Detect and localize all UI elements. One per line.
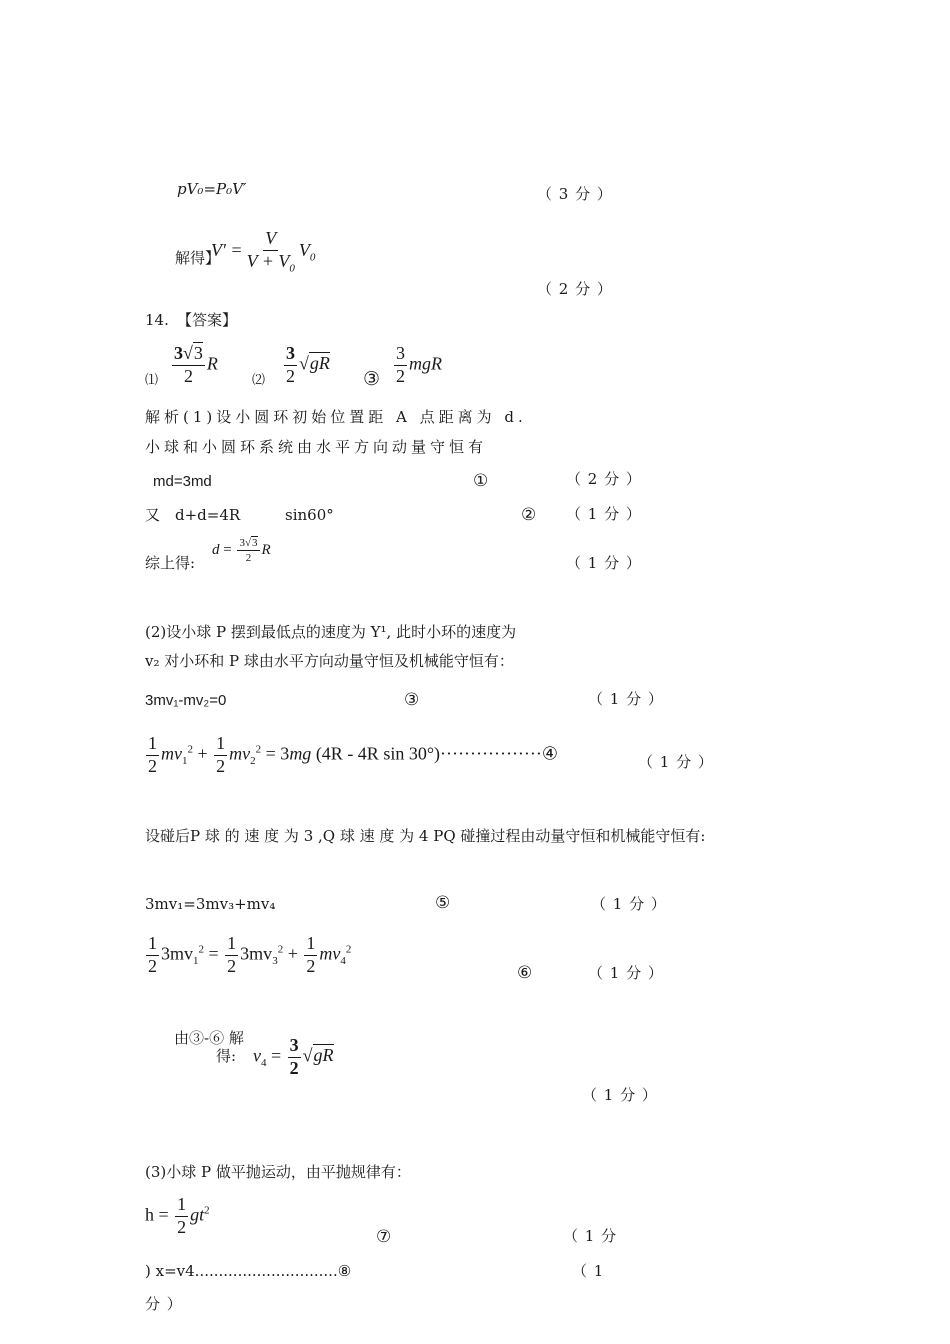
score-eq4: （ 1 分 ） — [588, 690, 664, 708]
part1-momentum-text: 小球和小圆环系统由水平方向动量守恒有 — [145, 438, 488, 456]
formula-v-prime: V′ = $\frac{V}{V + V_0}$ $V_0$ — [211, 228, 316, 275]
equation-9-formula: h = $\frac{1}{2}$ $gt^2$ — [145, 1194, 210, 1237]
score-eq8: （ 1 分 ） — [582, 1086, 658, 1104]
answer-2-formula: $\frac{3}{2}$ √gR — [286, 343, 330, 386]
score-eq2: （ 1 分 ） — [566, 505, 642, 523]
score-eq10-continued: 分 ） — [145, 1295, 183, 1313]
score-eq7: （ 1 分 ） — [588, 964, 664, 982]
score-eq10: （ 1 — [572, 1262, 605, 1280]
equation-1: md=3md — [153, 473, 212, 490]
answer-3-label: ③ — [363, 368, 381, 390]
equation-10: ) x=v4..............................⑧ — [145, 1262, 352, 1280]
marker-2: ② — [521, 505, 537, 525]
eq-pv-conservation: pV₀=P₀V′ — [177, 180, 247, 198]
score-eq9: （ 1 分 — [563, 1227, 618, 1245]
equation-2-sin: sin60° — [285, 506, 334, 524]
question-number: 14. — [145, 311, 169, 329]
answer-heading: 【答案】 — [177, 311, 238, 329]
equation-6: 3mv₁=3mv₃+mv₄ — [145, 895, 276, 913]
equation-8-prefix-1: 由③-⑥ 解 — [174, 1029, 244, 1047]
marker-6: ⑥ — [517, 963, 533, 983]
marker-5: ⑤ — [435, 893, 451, 913]
equation-5-formula: $\frac{1}{2}$ $mv_1^2$ + $\frac{1}{2}$ $mv_2^2 = 3mg$ (4R - 4R sin 30°)·················④ — [148, 733, 559, 776]
score-eq6: （ 1 分 ） — [591, 895, 667, 913]
equation-2: d+d=4R — [175, 506, 241, 524]
solution-label: 解得】 — [175, 249, 221, 267]
equation-8-formula: $v_4$ = $\frac{3}{2}$ √gR — [253, 1035, 334, 1078]
equation-7-formula: $\frac{1}{2}$ $3mv_1^2$ = $\frac{1}{2}$ $3mv_3^2$ + $\frac{1}{2}$ $mv_4^2$ — [148, 933, 352, 976]
marker-7: ⑦ — [376, 1227, 392, 1247]
equation-3-prefix: 综上得: — [145, 554, 196, 572]
part2-text: v₂ 对小环和 P 球由水平方向动量守恒及机械能守恒有： — [145, 652, 514, 670]
score-eq3: （ 1 分 ） — [566, 554, 642, 572]
answer-2-label: ⑵ — [252, 373, 266, 388]
marker-1: ① — [473, 471, 489, 491]
score-3: （ 3 分 ） — [537, 185, 613, 203]
part3-intro: (3)小球 P 做平抛运动，由平抛规律有： — [145, 1163, 411, 1181]
equation-5-tail: (4R - 4R sin 30°)·················④ — [315, 743, 559, 764]
answer-1-formula: $\frac{3√3}{2}$ R — [174, 343, 218, 386]
equation-8-prefix-2: 得: — [216, 1047, 237, 1065]
marker-3: ③ — [404, 690, 420, 710]
equation-4: 3mv₁-mv₂=0 — [145, 692, 227, 709]
equation-2-prefix: 又 — [145, 506, 161, 524]
score-eq5: （ 1 分 ） — [638, 753, 714, 771]
equation-3-formula: d = $\frac{3√3}{2}$ R — [212, 537, 271, 565]
score-eq1: （ 2 分 ） — [566, 470, 642, 488]
answer-3-formula: $\frac{3}{2}$ mgR — [396, 343, 442, 386]
collision-text: 设碰后P 球 的 速 度 为 3 ,Q 球 速 度 为 4 PQ 碰撞过程由动量守恒和机械能守恒有: — [145, 827, 706, 845]
answer-1-label: ⑴ — [145, 373, 159, 388]
score-2: （ 2 分 ） — [537, 280, 613, 298]
part1-intro: 解析(1)设小圆环初始位置距 A 点距离为 d. — [145, 408, 527, 426]
part2-intro: (2)设小球 P 摆到最低点的速度为 Y¹, 此时小环的速度为 — [145, 623, 517, 641]
